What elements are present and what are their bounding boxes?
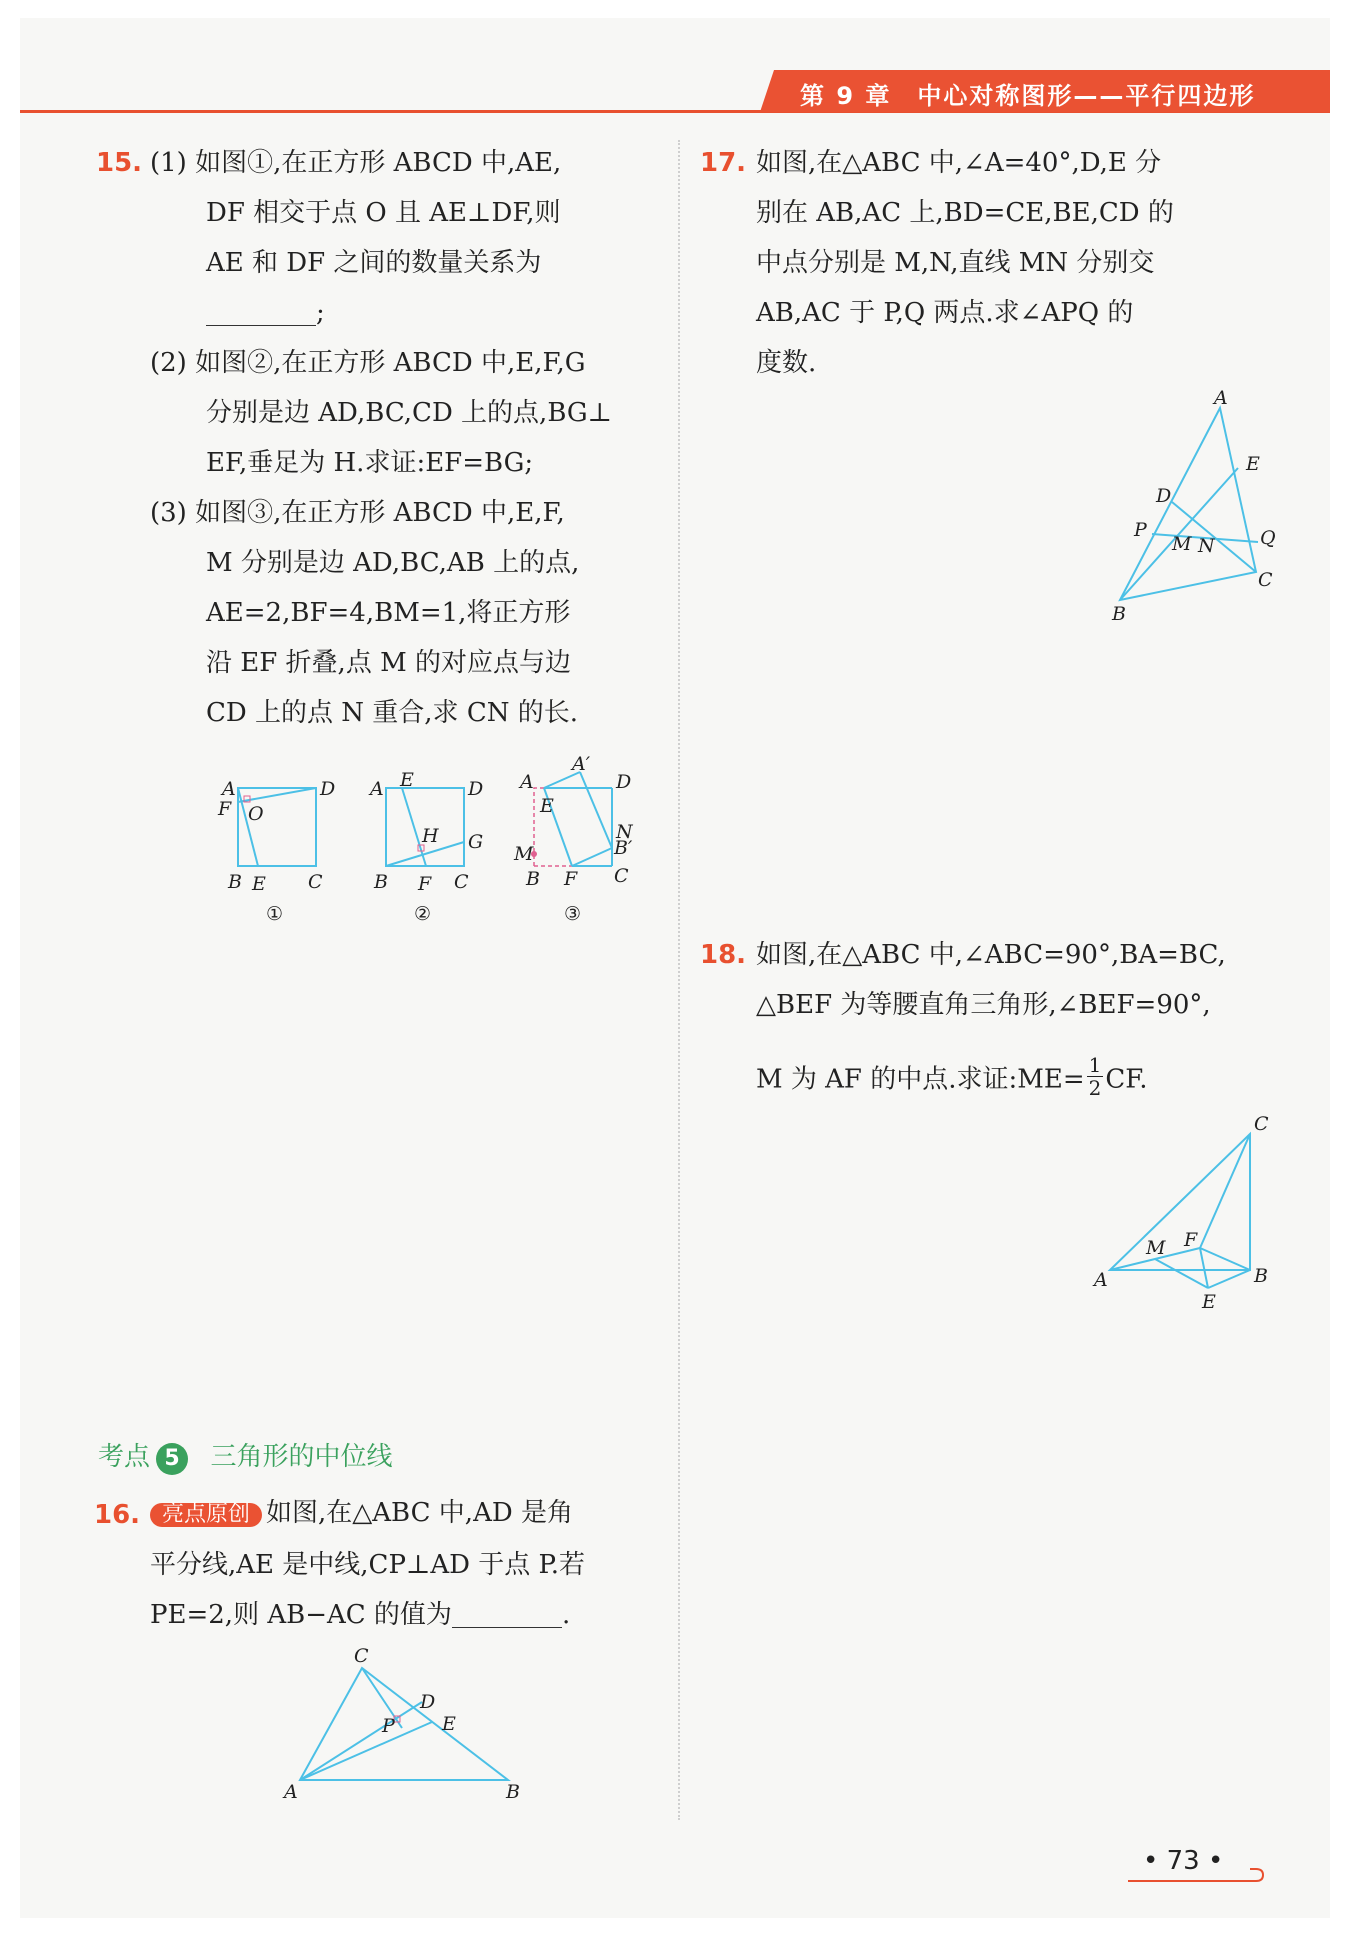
label-A: A xyxy=(1214,390,1228,409)
label-Q: Q xyxy=(1260,527,1276,549)
label-A: A xyxy=(520,771,534,793)
label-B-prime: B′ xyxy=(614,837,633,859)
label-M: M xyxy=(1172,533,1192,555)
q17-figure xyxy=(1100,390,1300,630)
fraction-one-half: $\frac{1}{2}$ xyxy=(1088,1053,1102,1100)
q17-line: 别在 AB,AC 上,BD=CE,BE,CD 的 xyxy=(756,198,1174,228)
q15-line: M 分别是边 AD,BC,AB 上的点, xyxy=(206,548,580,578)
label-H: H xyxy=(422,825,439,847)
q17-line: 如图,在△ABC 中,∠A=40°,D,E 分 xyxy=(756,148,1162,178)
label-F: F xyxy=(564,868,578,890)
q18-figure xyxy=(1090,1110,1290,1310)
q18-line-3: M 为 AF 的中点.求证:ME= $\frac{1}{2}$ CF. xyxy=(756,1053,1148,1100)
fig-label-1: ① xyxy=(266,903,284,925)
q15-line: AE 和 DF 之间的数量关系为 xyxy=(206,248,542,278)
q16-line: 平分线,AE 是中线,CP⊥AD 于点 P.若 xyxy=(150,1550,586,1580)
label-D: D xyxy=(420,1691,436,1713)
q15-line: 沿 EF 折叠,点 M 的对应点与边 xyxy=(206,648,571,678)
q16-figure xyxy=(270,1640,550,1810)
label-A: A xyxy=(370,778,384,800)
label-C: C xyxy=(614,865,629,887)
label-C: C xyxy=(454,871,469,893)
q16-line-1: 亮点原创 如图,在△ABC 中,AD 是角 xyxy=(150,1500,573,1527)
label-B: B xyxy=(1254,1265,1268,1287)
fig-label-2: ② xyxy=(414,903,432,925)
q15-answer-line: ; xyxy=(206,300,325,326)
label-M: M xyxy=(514,843,534,865)
label-E: E xyxy=(1246,453,1260,475)
q15-figures xyxy=(200,740,680,930)
q17-number: 17. xyxy=(700,148,747,178)
label-E: E xyxy=(400,769,414,791)
label-F: F xyxy=(418,873,432,895)
label-D: D xyxy=(320,778,336,800)
label-P: P xyxy=(1134,519,1147,541)
fig-label-3: ③ xyxy=(564,903,582,925)
q15-line: CD 上的点 N 重合,求 CN 的长. xyxy=(206,698,578,728)
label-C: C xyxy=(1254,1113,1269,1135)
label-E: E xyxy=(1202,1291,1216,1310)
q15-number: 15. xyxy=(96,148,143,178)
label-D: D xyxy=(468,778,484,800)
q15-line: (1) 如图①,在正方形 ABCD 中,AE, xyxy=(150,148,562,178)
column-divider xyxy=(678,140,680,1820)
label-D: D xyxy=(616,771,632,793)
q17-line: 中点分别是 M,N,直线 MN 分别交 xyxy=(756,248,1155,278)
q18-number: 18. xyxy=(700,940,747,970)
label-G: G xyxy=(468,831,484,853)
q16-answer-line: PE=2,则 AB−AC 的值为 . xyxy=(150,1600,571,1630)
label-E: E xyxy=(252,873,266,895)
label-D: D xyxy=(1156,485,1172,507)
label-N: N xyxy=(616,821,633,843)
label-M: M xyxy=(1146,1237,1166,1259)
label-O: O xyxy=(248,803,264,825)
label-B: B xyxy=(228,871,242,893)
q15-line: (2) 如图②,在正方形 ABCD 中,E,F,G xyxy=(150,348,586,378)
label-B: B xyxy=(526,868,540,890)
q17-line: 度数. xyxy=(756,348,817,378)
label-E: E xyxy=(442,1713,456,1735)
page-number-rule xyxy=(1128,1880,1238,1882)
answer-blank[interactable] xyxy=(206,303,316,326)
label-B: B xyxy=(374,871,388,893)
q15-line: EF,垂足为 H.求证:EF=BG; xyxy=(206,448,534,478)
q15-line: (3) 如图③,在正方形 ABCD 中,E,F, xyxy=(150,498,565,528)
label-A: A xyxy=(284,1781,298,1803)
label-N: N xyxy=(1198,535,1215,557)
label-C: C xyxy=(308,871,323,893)
label-P: P xyxy=(382,1715,395,1737)
label-A: A xyxy=(1094,1269,1108,1291)
chapter-title: 第 9 章 中心对称图形——平行四边形 xyxy=(800,82,1256,110)
q18-line: △BEF 为等腰直角三角形,∠BEF=90°, xyxy=(756,990,1211,1020)
label-B: B xyxy=(506,1781,520,1803)
q16-number: 16. xyxy=(94,1500,141,1530)
label-F: F xyxy=(218,798,232,820)
label-B: B xyxy=(1112,603,1126,625)
q15-line: AE=2,BF=4,BM=1,将正方形 xyxy=(206,598,571,628)
figure-3 xyxy=(531,772,612,866)
q15-line: DF 相交于点 O 且 AE⊥DF,则 xyxy=(206,198,561,228)
q17-line: AB,AC 于 P,Q 两点.求∠APQ 的 xyxy=(756,298,1134,328)
page-curl-icon xyxy=(1236,1864,1266,1886)
label-A-prime: A′ xyxy=(572,753,591,775)
figure-1 xyxy=(238,788,316,866)
q18-line: 如图,在△ABC 中,∠ABC=90°,BA=BC, xyxy=(756,940,1226,970)
section-number: 5 xyxy=(156,1443,188,1475)
label-A: A xyxy=(222,778,236,800)
section-heading: 考点 5 三角形的中位线 xyxy=(98,1436,393,1475)
q15-line: 分别是边 AD,BC,CD 上的点,BG⊥ xyxy=(206,398,613,428)
label-F: F xyxy=(1184,1229,1198,1251)
label-C: C xyxy=(1258,569,1273,591)
label-E: E xyxy=(540,795,554,817)
answer-blank[interactable] xyxy=(452,1605,562,1628)
original-badge: 亮点原创 xyxy=(150,1503,262,1527)
label-C: C xyxy=(354,1645,369,1667)
page-number: • 73 • xyxy=(1143,1846,1224,1876)
